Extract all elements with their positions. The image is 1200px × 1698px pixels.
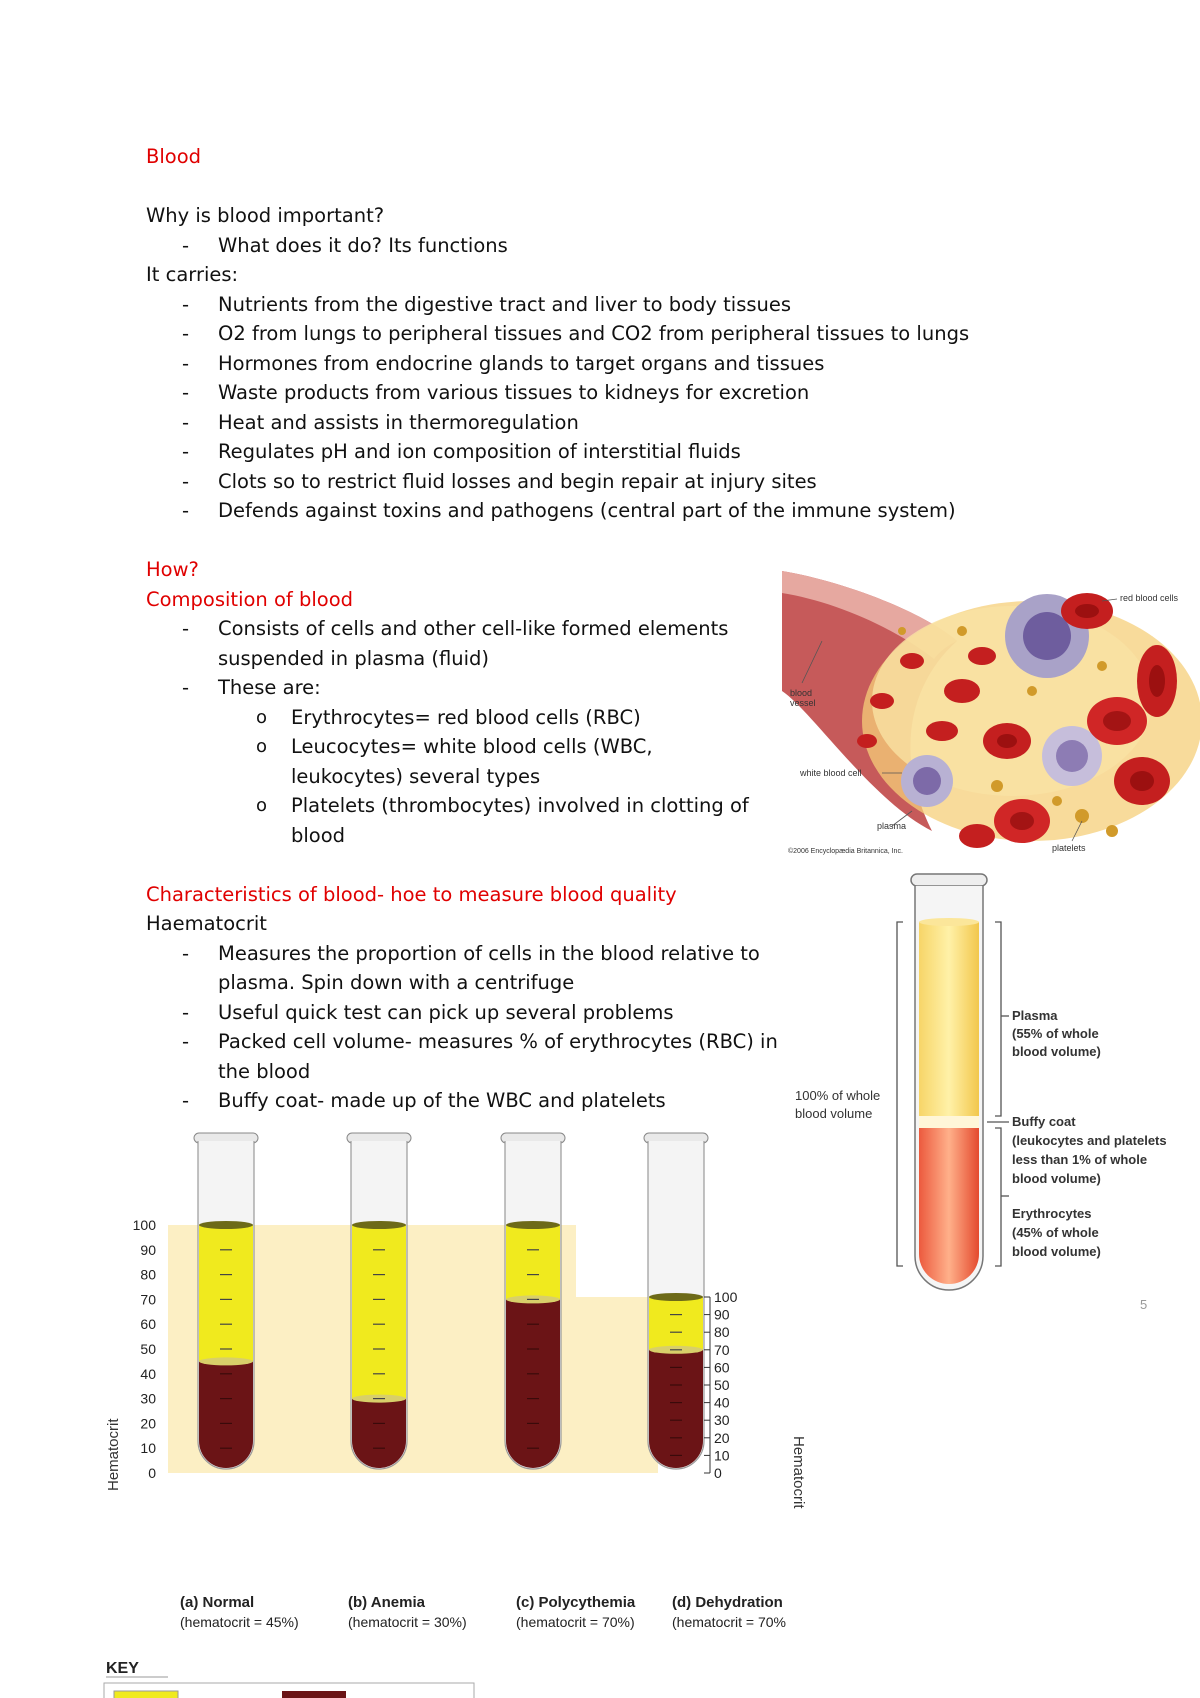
axis-tick-left: 80 xyxy=(140,1266,156,1283)
carries-item-text: O2 from lungs to peripheral tissues and CO2 from peripheral tissues to lungs xyxy=(218,322,970,345)
tube-caption-name: (a) Normal xyxy=(180,1594,255,1611)
carries-intro: It carries: xyxy=(146,263,239,286)
bullet-dash: - xyxy=(182,1000,190,1024)
carries-item xyxy=(146,319,1026,349)
label-erythrocytes: Erythrocytes xyxy=(1012,1206,1092,1221)
hematocrit-tube xyxy=(194,1133,258,1469)
element-item-cont: leukocytes) several types xyxy=(291,764,541,788)
axis-tick-left: 20 xyxy=(140,1415,156,1432)
label-buffy-coat-4: blood volume) xyxy=(1012,1171,1101,1186)
axis-tick-right: 60 xyxy=(714,1359,730,1376)
haematocrit-item-cont: plasma. Spin down with a centrifuge xyxy=(218,971,575,994)
tube-caption-name: (c) Polycythemia xyxy=(516,1594,636,1611)
illustration-copyright: ©2006 Encyclopædia Britannica, Inc. xyxy=(788,848,903,855)
tube-caption-detail: (hematocrit = 70% xyxy=(672,1614,786,1630)
axis-tick-left: 10 xyxy=(140,1440,156,1457)
question-why-important: Why is blood important? xyxy=(146,204,385,227)
heading-characteristics: Characteristics of blood- hoe to measure blood quality xyxy=(146,882,677,906)
heading-haematocrit: Haematocrit xyxy=(146,912,267,935)
element-text: Erythrocytes= red blood cells (RBC) xyxy=(291,705,641,729)
tube-buffy-coat-layer xyxy=(919,1116,979,1128)
axis-tick-right: 0 xyxy=(714,1465,722,1481)
carries-item xyxy=(146,290,1026,320)
axis-label-left: Hematocrit xyxy=(105,1418,122,1491)
key-plasma-swatch xyxy=(114,1691,178,1698)
hematocrit-tube xyxy=(644,1133,708,1469)
bullet-dash: - xyxy=(182,440,190,463)
page-number: 5 xyxy=(1140,1297,1148,1312)
axis-tick-right: 80 xyxy=(714,1324,730,1341)
tube-caption-name: (b) Anemia xyxy=(348,1594,425,1611)
haematocrit-text: Buffy coat- made up of the WBC and platelets xyxy=(218,1089,666,1112)
plasma-layer xyxy=(506,1225,560,1299)
haematocrit-text: Useful quick test can pick up several problems xyxy=(218,1000,674,1024)
label-plasma: Plasma xyxy=(1012,1008,1058,1023)
haematocrit-item-cont: the blood xyxy=(218,1059,311,1083)
bullet-dash: - xyxy=(182,1030,190,1053)
carries-item-text: Waste products from various tissues to kidneys for excretion xyxy=(218,381,810,404)
tube-plasma-layer xyxy=(919,922,979,1124)
label-red-blood-cells: red blood cells xyxy=(1120,593,1179,603)
carries-item xyxy=(146,408,1026,438)
key-legend xyxy=(104,1660,474,1698)
bullet-dash: - xyxy=(182,499,190,522)
bullet-circle: o xyxy=(256,736,268,757)
bullet-dash: - xyxy=(182,322,190,345)
tube-caption-name: (d) Dehydration xyxy=(672,1594,783,1611)
label-plasma-2: (55% of whole xyxy=(1012,1026,1099,1041)
carries-item xyxy=(146,467,1026,497)
test-tube-diagram xyxy=(795,866,1195,1326)
label-whole-blood: 100% of whole xyxy=(795,1088,881,1103)
axis-tick-left: 0 xyxy=(148,1465,156,1481)
bullet-dash: - xyxy=(182,233,190,257)
hematocrit-tube xyxy=(501,1133,565,1469)
axis-tick-right: 30 xyxy=(714,1412,730,1429)
element-item-cont: blood xyxy=(291,823,346,847)
label-buffy-coat: Buffy coat xyxy=(1012,1114,1076,1129)
label-erythrocytes-2: (45% of whole xyxy=(1012,1225,1099,1240)
element-text: Leucocytes= white blood cells (WBC, xyxy=(291,735,653,758)
axis-tick-left: 60 xyxy=(140,1316,156,1333)
axis-tick-left: 70 xyxy=(140,1291,156,1308)
label-plasma-3: blood volume) xyxy=(1012,1044,1101,1059)
carries-item-text: Clots so to restrict fluid losses and begin repair at injury sites xyxy=(218,469,817,493)
bullet-dash: - xyxy=(182,469,190,493)
label-erythrocytes-3: blood volume) xyxy=(1012,1244,1101,1259)
tube-rim xyxy=(911,874,987,886)
axis-tick-right: 20 xyxy=(714,1429,730,1446)
axis-tick-left: 90 xyxy=(140,1241,156,1258)
heading-how: How? xyxy=(146,558,199,581)
bullet-circle: o xyxy=(256,706,268,728)
plasma-layer xyxy=(649,1297,703,1350)
label-platelets: platelets xyxy=(1052,843,1086,853)
plasma-layer xyxy=(199,1225,253,1361)
key-title: KEY xyxy=(106,1660,139,1677)
label-blood-vessel: blood xyxy=(790,688,813,698)
bullet-circle: o xyxy=(256,795,268,816)
carries-item xyxy=(146,496,1026,526)
carries-item-text: Hormones from endocrine glands to target organs and tissues xyxy=(218,351,825,375)
heading-blood: Blood xyxy=(146,145,202,168)
axis-label-right: Hematocrit xyxy=(790,1436,807,1509)
hematocrit-figure xyxy=(98,1126,813,1677)
tube-caption-detail: (hematocrit = 45%) xyxy=(180,1614,299,1630)
axis-tick-right: 10 xyxy=(714,1447,730,1464)
axis-tick-right: 90 xyxy=(714,1306,730,1323)
erythrocyte-layer xyxy=(352,1399,406,1468)
composition-item-cont: suspended in plasma (fluid) xyxy=(218,646,490,670)
label-buffy-coat-3: less than 1% of whole xyxy=(1012,1152,1148,1167)
axis-tick-left: 40 xyxy=(140,1365,156,1382)
sub-question xyxy=(146,231,1026,261)
bullet-dash: - xyxy=(182,292,190,316)
tube-caption-detail: (hematocrit = 70%) xyxy=(516,1614,635,1630)
heading-composition: Composition of blood xyxy=(146,587,354,611)
hematocrit-tube xyxy=(347,1133,411,1469)
label-buffy-coat-2: (leukocytes and platelets xyxy=(1012,1133,1167,1148)
axis-tick-left: 30 xyxy=(140,1390,156,1407)
axis-tick-left: 50 xyxy=(140,1341,156,1357)
tube-caption-detail: (hematocrit = 30%) xyxy=(348,1614,467,1630)
haematocrit-text: Packed cell volume- measures % of erythrocytes (RBC) in xyxy=(218,1030,778,1053)
label-plasma: plasma xyxy=(877,821,907,831)
bullet-dash: - xyxy=(182,941,190,965)
bullet-dash: - xyxy=(182,381,190,404)
axis-tick-right: 70 xyxy=(714,1341,730,1358)
sub-question-text: What does it do? Its functions xyxy=(218,233,508,257)
composition-text: Consists of cells and other cell-like formed elements xyxy=(218,617,729,640)
haematocrit-text: Measures the proportion of cells in the blood relative to xyxy=(218,941,760,965)
element-text: Platelets (thrombocytes) involved in clotting of xyxy=(291,794,749,817)
carries-list xyxy=(146,290,1026,526)
axis-tick-right: 40 xyxy=(714,1394,730,1411)
carries-item xyxy=(146,378,1026,408)
erythrocyte-layer xyxy=(199,1361,253,1468)
axis-tick-left: 100 xyxy=(132,1217,156,1233)
label-whole-blood-2: blood volume xyxy=(795,1106,873,1121)
carries-item-text: Regulates pH and ion composition of interstitial fluids xyxy=(218,440,741,463)
blood-vessel-illustration xyxy=(782,571,1198,863)
bullet-dash: - xyxy=(182,676,190,699)
carries-item xyxy=(146,349,1026,379)
bullet-dash: - xyxy=(182,1089,190,1112)
composition-text: These are: xyxy=(218,676,321,699)
carries-item-text: Heat and assists in thermoregulation xyxy=(218,410,579,434)
axis-tick-right: 50 xyxy=(714,1377,730,1393)
axis-tick-right: 100 xyxy=(714,1289,738,1305)
bullet-dash: - xyxy=(182,410,190,434)
tube-erythrocyte-layer xyxy=(919,1128,979,1284)
bullet-dash: - xyxy=(182,617,190,640)
label-blood-vessel-2: vessel xyxy=(790,698,816,708)
carries-item xyxy=(146,437,1026,467)
carries-item-text: Defends against toxins and pathogens (central part of the immune system) xyxy=(218,499,956,522)
plasma-layer xyxy=(352,1225,406,1399)
label-white-blood-cell: white blood cell xyxy=(800,768,862,778)
key-erythrocytes-swatch xyxy=(282,1691,346,1698)
carries-item-text: Nutrients from the digestive tract and liver to body tissues xyxy=(218,292,792,316)
bullet-dash: - xyxy=(182,351,190,375)
